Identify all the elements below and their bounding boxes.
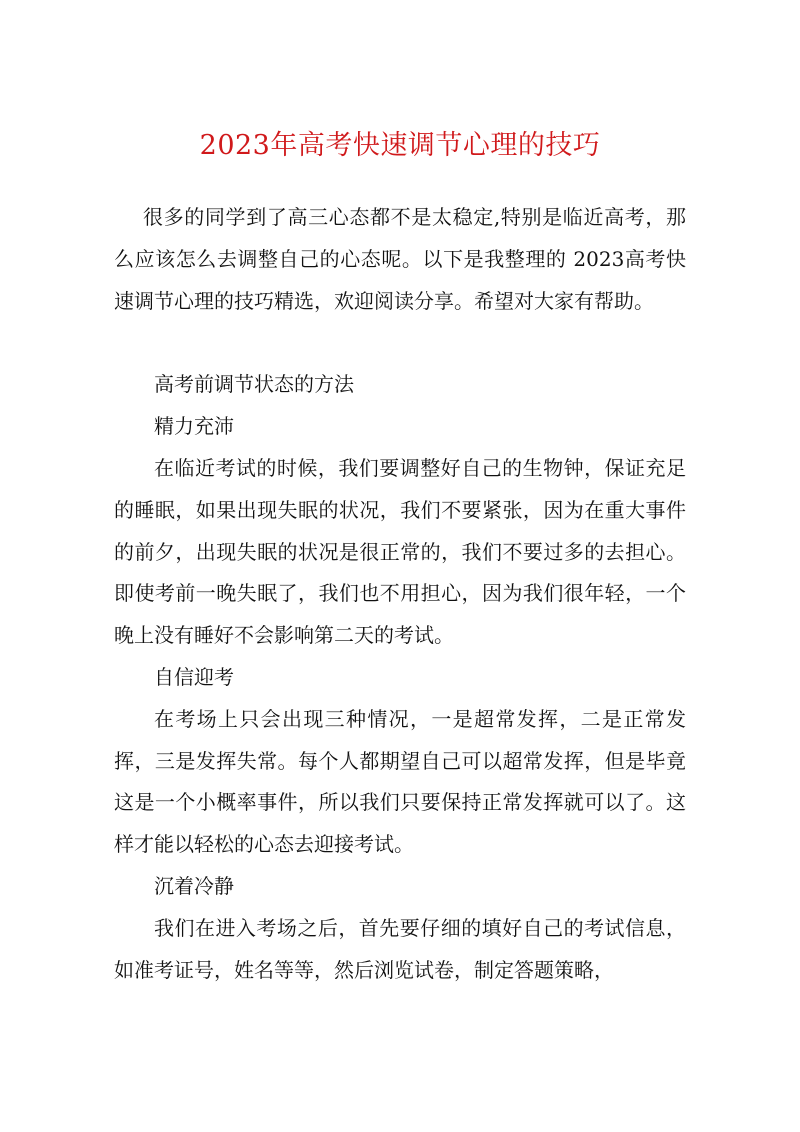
subsection-body-confidence: 在考场上只会出现三种情况，一是超常发挥，二是正常发挥，三是发挥失常。每个人都期望自己可以超常发挥，但是毕竟这是一个小概率事件，所以我们只要保持正常发挥就可以了。这样才能以轻松的心态去迎接考试。: [114, 706, 686, 857]
subsection-body-energy: 在临近考试的时候，我们要调整好自己的生物钟，保证充足的睡眠，如果出现失眠的状况，我们不要紧张，因为在重大事件的前夕，出现失眠的状况是很正常的，我们不要过多的去担心。即使考前一晚失眠了，我们也不用担心，因为我们很年轻，一个晚上没有睡好不会影响第二天的考试。: [114, 455, 686, 648]
paragraph-spacer: [114, 322, 686, 364]
intro-paragraph: 很多的同学到了高三心态都不是太稳定,特别是临近高考，那么应该怎么去调整自己的心态呢。以下是我整理的 2023高考快速调节心理的技巧精选，欢迎阅读分享。希望对大家有帮助。: [114, 205, 686, 313]
document-body: [114, 197, 686, 991]
subsection-heading-calm: 沉着冷静: [154, 873, 234, 898]
subsection-heading-confidence: 自信迎考: [154, 664, 234, 689]
document-title: 2023年高考快速调节心理的技巧: [199, 130, 601, 161]
subsection-body-calm: 我们在进入考场之后，首先要仔细的填好自己的考试信息，如准考证号，姓名等等，然后浏览试卷，制定答题策略，: [114, 915, 686, 982]
section-title: 高考前调节状态的方法: [154, 372, 354, 397]
subsection-heading-energy: 精力充沛: [154, 414, 234, 439]
